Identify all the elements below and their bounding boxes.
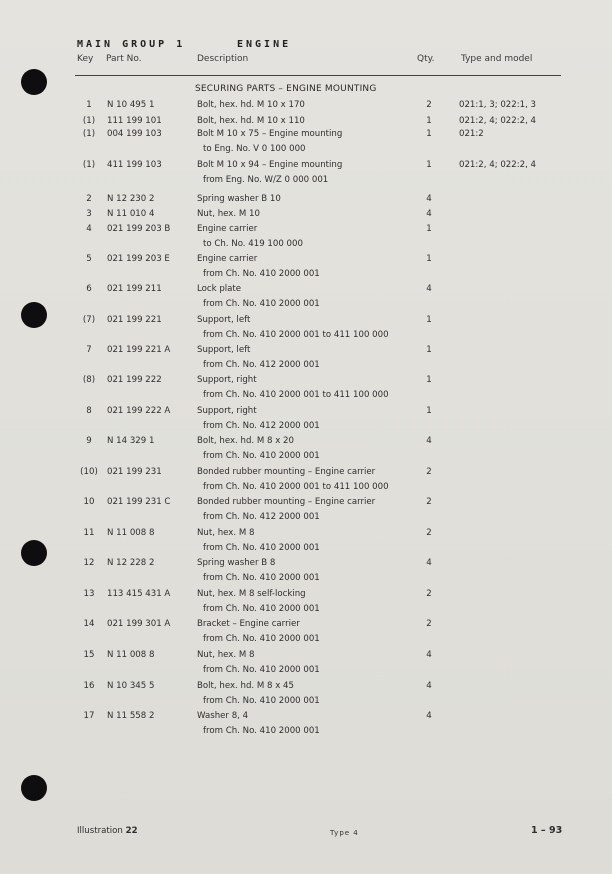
part-quantity: 2 <box>426 467 432 477</box>
table-row <box>0 467 612 492</box>
table-row <box>0 558 612 583</box>
part-number: N 11 008 8 <box>107 528 155 538</box>
part-key: 10 <box>83 497 95 507</box>
part-key: 5 <box>86 254 92 264</box>
group-title: ENGINE <box>237 39 292 50</box>
type-model: 021:2, 4; 022:2, 4 <box>459 116 537 126</box>
part-quantity: 4 <box>426 194 432 204</box>
part-key: 4 <box>86 224 92 234</box>
part-description-note: from Ch. No. 410 2000 001 <box>203 299 320 309</box>
illustration-ref <box>77 826 138 836</box>
part-description-note: to Ch. No. 419 100 000 <box>203 239 303 249</box>
part-quantity: 2 <box>426 100 432 110</box>
section-title: SECURING PARTS – ENGINE MOUNTING <box>195 84 377 94</box>
part-description: Nut, hex. M 8 <box>197 650 255 660</box>
part-quantity: 4 <box>426 284 432 294</box>
part-key: (1) <box>82 160 96 170</box>
table-row <box>0 619 612 644</box>
part-description: Support, left <box>197 315 251 325</box>
part-description: Nut, hex. M 10 <box>197 209 260 219</box>
part-description: Nut, hex. M 8 <box>197 528 255 538</box>
binder-hole <box>21 775 47 801</box>
part-quantity: 1 <box>426 116 432 126</box>
part-quantity: 1 <box>426 254 432 264</box>
part-description: Support, right <box>197 406 257 416</box>
part-description-note: from Ch. No. 410 2000 001 <box>203 573 320 583</box>
part-number: 021 199 211 <box>107 284 162 294</box>
part-number: 021 199 301 A <box>107 619 171 629</box>
part-description: Bolt M 10 x 94 – Engine mounting <box>197 160 343 170</box>
part-number: N 10 345 5 <box>107 681 155 691</box>
part-number: 004 199 103 <box>107 129 162 139</box>
part-description-note: from Ch. No. 410 2000 001 to 411 100 000 <box>203 390 389 400</box>
table-row <box>0 100 612 114</box>
part-description: Bonded rubber mounting – Engine carrier <box>197 497 376 507</box>
table-row <box>0 116 612 130</box>
part-description-note: from Ch. No. 410 2000 001 <box>203 604 320 614</box>
part-number: 411 199 103 <box>107 160 162 170</box>
part-key: 9 <box>86 436 92 446</box>
part-quantity: 2 <box>426 619 432 629</box>
part-description: Spring washer B 8 <box>197 558 276 568</box>
table-row <box>0 315 612 340</box>
part-key: (1) <box>82 129 96 139</box>
part-description: Bolt, hex. hd. M 8 x 45 <box>197 681 294 691</box>
part-quantity: 1 <box>426 224 432 234</box>
table-row <box>0 528 612 553</box>
part-description: Nut, hex. M 8 self-locking <box>197 589 306 599</box>
part-description: Bracket – Engine carrier <box>197 619 300 629</box>
column-header-description: Description <box>197 54 249 64</box>
table-row <box>0 406 612 431</box>
part-description-note: from Eng. No. W/Z 0 000 001 <box>203 175 329 185</box>
part-quantity: 1 <box>426 315 432 325</box>
part-description: Support, left <box>197 345 251 355</box>
part-description-note: from Ch. No. 410 2000 001 <box>203 665 320 675</box>
part-description: Bonded rubber mounting – Engine carrier <box>197 467 376 477</box>
illustration-number: 22 <box>125 826 138 836</box>
table-row <box>0 681 612 706</box>
part-description: Bolt, hex. hd. M 10 x 110 <box>197 116 305 126</box>
part-description: Bolt, hex. hd. M 10 x 170 <box>197 100 305 110</box>
column-header-model: Type and model <box>461 54 533 64</box>
part-number: N 12 228 2 <box>107 558 155 568</box>
part-number: N 14 329 1 <box>107 436 155 446</box>
part-key: 17 <box>83 711 95 721</box>
part-number: N 11 010 4 <box>107 209 155 219</box>
table-row <box>0 375 612 400</box>
part-quantity: 4 <box>426 436 432 446</box>
part-number: N 11 558 2 <box>107 711 155 721</box>
table-row <box>0 209 612 223</box>
part-description: Engine carrier <box>197 224 258 234</box>
part-number: N 12 230 2 <box>107 194 155 204</box>
part-quantity: 1 <box>426 160 432 170</box>
part-description: Bolt, hex. hd. M 8 x 20 <box>197 436 294 446</box>
part-description-note: from Ch. No. 410 2000 001 <box>203 696 320 706</box>
illustration-label: Illustration <box>77 826 123 836</box>
table-row <box>0 589 612 614</box>
part-quantity: 2 <box>426 528 432 538</box>
part-description: Spring washer B 10 <box>197 194 281 204</box>
part-number: 021 199 221 <box>107 315 162 325</box>
part-number: 111 199 101 <box>107 116 162 126</box>
table-row <box>0 224 612 249</box>
main-group-label: MAIN GROUP 1 <box>77 39 186 50</box>
header-divider <box>75 75 561 76</box>
part-number: 021 199 203 B <box>107 224 171 234</box>
part-number: 021 199 222 A <box>107 406 171 416</box>
type-model: 021:2 <box>459 129 484 139</box>
part-description: Bolt M 10 x 75 – Engine mounting <box>197 129 343 139</box>
part-key: 13 <box>83 589 95 599</box>
part-number: 021 199 221 A <box>107 345 171 355</box>
part-number: 021 199 203 E <box>107 254 170 264</box>
part-number: 113 415 431 A <box>107 589 171 599</box>
part-number: 021 199 222 <box>107 375 162 385</box>
part-key: (10) <box>80 467 98 477</box>
part-quantity: 4 <box>426 681 432 691</box>
part-key: (7) <box>82 315 96 325</box>
part-key: 1 <box>86 100 92 110</box>
part-quantity: 2 <box>426 589 432 599</box>
part-key: 11 <box>83 528 95 538</box>
column-header-part: Part No. <box>106 54 142 64</box>
part-key: 7 <box>86 345 92 355</box>
table-row <box>0 345 612 370</box>
part-number: N 10 495 1 <box>107 100 155 110</box>
table-row <box>0 436 612 461</box>
part-number: 021 199 231 C <box>107 497 171 507</box>
part-quantity: 1 <box>426 375 432 385</box>
part-key: 16 <box>83 681 95 691</box>
part-description-note: from Ch. No. 410 2000 001 <box>203 726 320 736</box>
part-key: 14 <box>83 619 95 629</box>
column-header-key: Key <box>77 54 94 64</box>
part-quantity: 1 <box>426 345 432 355</box>
part-quantity: 4 <box>426 711 432 721</box>
part-quantity: 1 <box>426 129 432 139</box>
page-header <box>77 39 292 50</box>
part-key: 12 <box>83 558 95 568</box>
part-key: 8 <box>86 406 92 416</box>
part-description-note: from Ch. No. 410 2000 001 to 411 100 000 <box>203 330 389 340</box>
type-model: 021:2, 4; 022:2, 4 <box>459 160 537 170</box>
part-quantity: 4 <box>426 209 432 219</box>
part-description-note: from Ch. No. 412 2000 001 <box>203 512 320 522</box>
type-model: 021:1, 3; 022:1, 3 <box>459 100 537 110</box>
part-description: Washer 8, 4 <box>197 711 249 721</box>
table-row <box>0 711 612 736</box>
part-key: 15 <box>83 650 95 660</box>
type-label: Type 4 <box>330 829 359 837</box>
table-row <box>0 650 612 675</box>
part-description-note: from Ch. No. 410 2000 001 <box>203 269 320 279</box>
page-number: 1 – 93 <box>531 825 563 836</box>
part-key: 3 <box>86 209 92 219</box>
part-number: N 11 008 8 <box>107 650 155 660</box>
part-quantity: 2 <box>426 497 432 507</box>
part-description-note: from Ch. No. 412 2000 001 <box>203 421 320 431</box>
part-description: Support, right <box>197 375 257 385</box>
part-key: 2 <box>86 194 92 204</box>
part-description-note: to Eng. No. V 0 100 000 <box>203 144 306 154</box>
part-key: (8) <box>82 375 96 385</box>
part-key: 6 <box>86 284 92 294</box>
part-number: 021 199 231 <box>107 467 162 477</box>
table-row <box>0 194 612 208</box>
part-description-note: from Ch. No. 410 2000 001 to 411 100 000 <box>203 482 389 492</box>
part-description-note: from Ch. No. 410 2000 001 <box>203 634 320 644</box>
part-description: Lock plate <box>197 284 242 294</box>
binder-hole <box>21 69 47 95</box>
part-quantity: 4 <box>426 558 432 568</box>
table-row <box>0 497 612 522</box>
part-description: Engine carrier <box>197 254 258 264</box>
part-description-note: from Ch. No. 410 2000 001 <box>203 543 320 553</box>
table-row <box>0 160 612 185</box>
table-row <box>0 129 612 154</box>
table-row <box>0 254 612 279</box>
part-quantity: 1 <box>426 406 432 416</box>
part-description-note: from Ch. No. 410 2000 001 <box>203 451 320 461</box>
part-description-note: from Ch. No. 412 2000 001 <box>203 360 320 370</box>
table-row <box>0 284 612 309</box>
column-header-qty: Qty. <box>417 54 435 64</box>
part-key: (1) <box>82 116 96 126</box>
part-quantity: 4 <box>426 650 432 660</box>
